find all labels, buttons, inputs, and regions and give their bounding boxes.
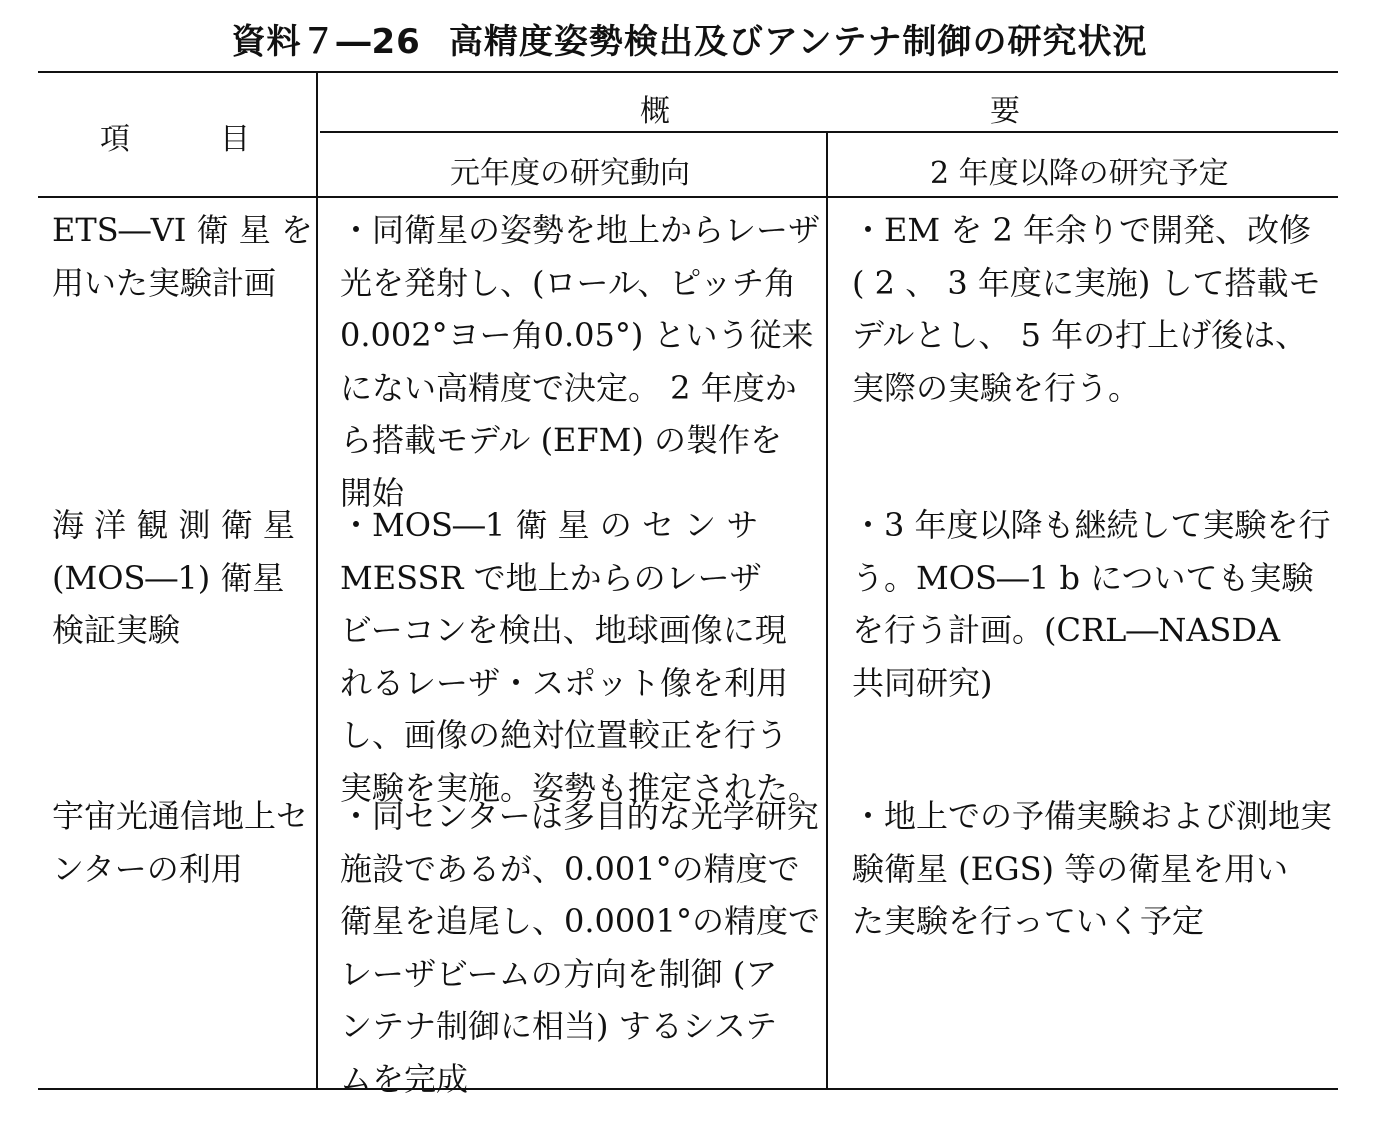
- header-current-year: 元年度の研究動向: [450, 156, 690, 191]
- row-2-current-line-6: 実験を実施。姿勢も推定された。: [340, 768, 821, 807]
- row-2-item-line-2: (MOS―1) 衛星: [52, 558, 285, 597]
- page-title: [0, 14, 1379, 63]
- row-1-current-line-4: にない高精度で決定。 2 年度か: [340, 368, 797, 407]
- row-1-item: [52, 204, 313, 309]
- header-bottom-border: [38, 196, 1338, 198]
- row-2-item-line-3: 検証実験: [52, 611, 181, 649]
- row-1-future-line-2: ( 2 、 3 年度に実施) して搭載モ: [852, 263, 1321, 302]
- row-2-current-line-5: し、画像の絶対位置較正を行う: [340, 716, 789, 754]
- row-2-current-line-4: れるレーザ・スポット像を利用: [340, 663, 789, 702]
- row-1-future-line-1: ・EM を 2 年余りで開発、改修: [852, 211, 1312, 249]
- row-2-current-line-3: ビーコンを検出、地球画像に現: [340, 611, 787, 649]
- row-1-future-line-4: 実際の実験を行う。: [852, 368, 1141, 407]
- row-2-future-line-2: う。MOS―1 b についても実験: [852, 558, 1314, 597]
- row-1-current-line-5: ら搭載モデル (EFM) の製作を: [340, 421, 783, 459]
- row-3-current-line-1: ・同センターは多目的な光学研究: [340, 797, 819, 835]
- row-1-future: [852, 204, 1321, 414]
- header-item: 項 目: [100, 122, 250, 157]
- row-2-item-line-1: 海 洋 観 測 衛 星: [52, 506, 295, 544]
- row-2-future-line-4: 共同研究): [852, 663, 993, 702]
- row-2-item: [52, 499, 295, 657]
- row-1-current-line-3: 0.002°ヨー角0.05°) という従来: [340, 316, 814, 354]
- row-1-current-line-2: 光を発射し、(ロール、ピッチ角: [340, 263, 797, 302]
- row-1-current-line-6: 開始: [340, 473, 405, 512]
- header-inner-divider: [320, 131, 1338, 133]
- row-2-future: [852, 499, 1331, 709]
- row-1-current-line-1: ・同衛星の姿勢を地上からレーザ: [340, 211, 821, 249]
- row-3-current-line-5: ンテナ制御に相当) するシステ: [340, 1007, 778, 1045]
- row-3-future-line-1: ・地上での予備実験および測地実: [852, 797, 1333, 835]
- row-3-current-line-4: レーザビームの方向を制御 (ア: [340, 954, 778, 993]
- row-1-item-line-2: 用いた実験計画: [52, 263, 277, 302]
- row-2-current-line-2: MESSR で地上からのレーザ: [340, 558, 762, 597]
- row-3-current: [340, 790, 820, 1105]
- row-3-future: [852, 790, 1332, 948]
- document-number: 資料７―26: [231, 22, 421, 62]
- row-3-current-line-6: ムを完成: [340, 1059, 469, 1098]
- row-3-current-line-2: 施設であるが、0.001°の精度で: [340, 849, 800, 888]
- document-title: 高精度姿勢検出及びアンテナ制御の研究状況: [448, 22, 1148, 62]
- row-2-future-line-1: ・3 年度以降も継続して実験を行: [852, 506, 1331, 544]
- row-3-item-line-2: ンターの利用: [52, 849, 243, 888]
- header-summary-right: 要: [990, 94, 1020, 129]
- row-1-future-line-3: デルとし、 5 年の打上げ後は、: [852, 316, 1308, 354]
- row-3-item-line-1: 宇宙光通信地上セ: [52, 797, 309, 835]
- row-1-item-line-1: ETS―VI 衛 星 を: [52, 211, 313, 249]
- table-top-border: [38, 71, 1338, 73]
- row-3-future-line-2: 験衛星 (EGS) 等の衛星を用い: [852, 849, 1289, 888]
- row-3-current-line-3: 衛星を追尾し、0.0001°の精度で: [340, 902, 820, 940]
- row-2-future-line-3: を行う計画。(CRL―NASDA: [852, 611, 1281, 649]
- column-divider-1: [316, 72, 318, 1089]
- row-1-current: [340, 204, 820, 519]
- column-divider-2: [826, 132, 828, 1089]
- row-3-future-line-3: た実験を行っていく予定: [852, 902, 1205, 940]
- header-future-years: 2 年度以降の研究予定: [930, 156, 1229, 191]
- row-2-current: [340, 499, 820, 814]
- row-2-current-line-1: ・MOS―1 衛 星 の セ ン サ: [340, 506, 759, 544]
- header-summary-left: 概: [640, 94, 670, 129]
- row-3-item: [52, 790, 308, 895]
